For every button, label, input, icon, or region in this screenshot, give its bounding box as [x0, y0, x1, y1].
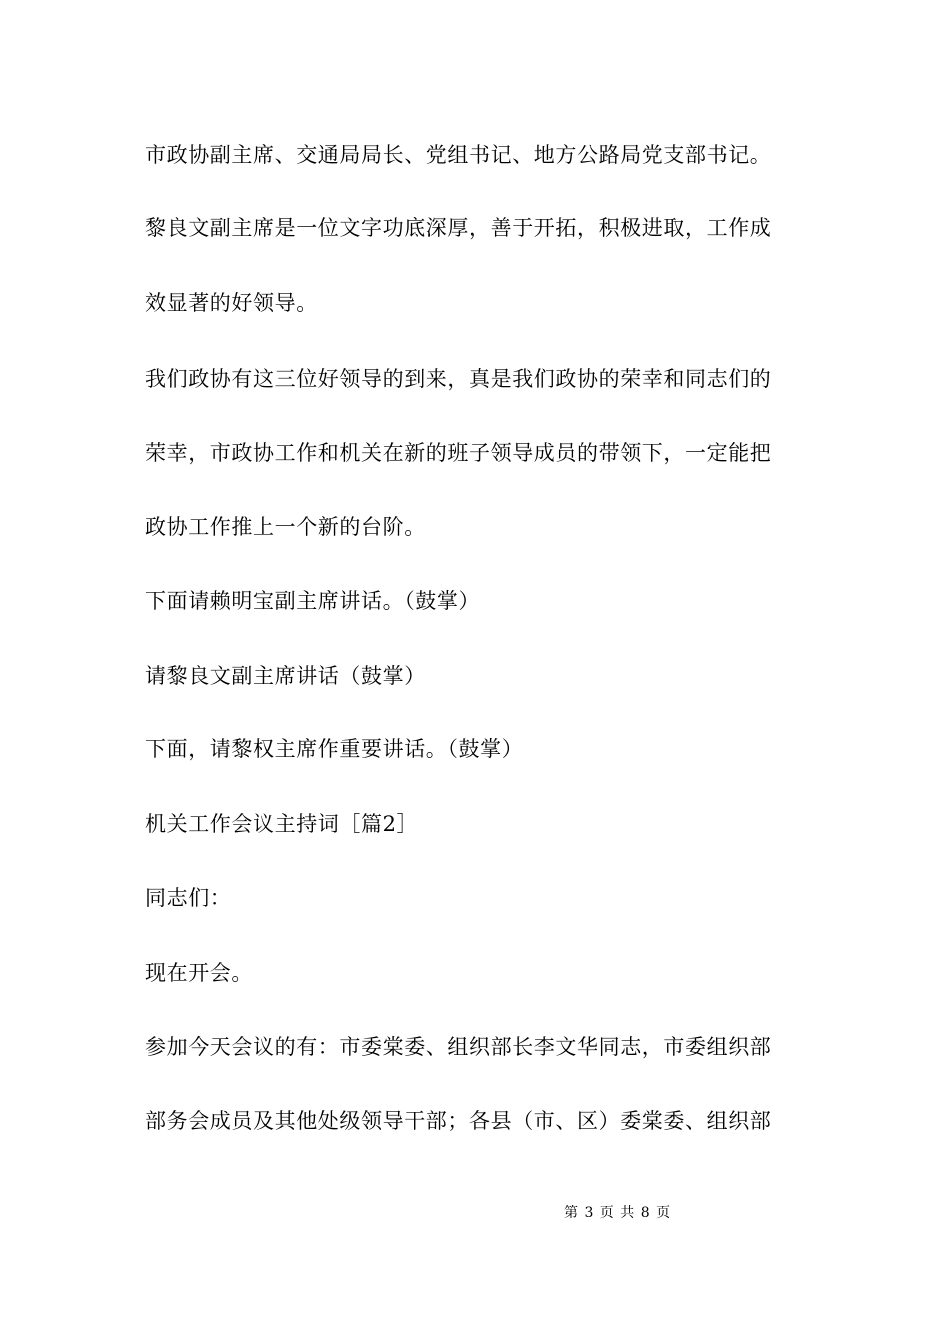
text-line: 市政协副主席、交通局局长、党组书记、地方公路局党支部书记。 [145, 143, 772, 167]
text-line: 下面请赖明宝副主席讲话。（鼓掌） [145, 589, 481, 613]
text-line: 参加今天会议的有：市委棠委、组织部长李文华同志，市委组织部 [145, 1035, 772, 1059]
text-line: 请黎良文副主席讲话（鼓掌） [145, 664, 426, 688]
page-number: 第 3 页 共 8 页 [564, 1205, 672, 1221]
text-line: 现在开会。 [145, 961, 253, 985]
text-line: 荣幸，市政协工作和机关在新的班子领导成员的带领下，一定能把 [145, 441, 772, 465]
text-line: 部务会成员及其他处级领导干部；各县（市、区）委棠委、组织部 [145, 1109, 772, 1133]
text-line: 效显著的好领导。 [145, 291, 318, 315]
text-line: 下面，请黎权主席作重要讲话。（鼓掌） [145, 737, 524, 761]
text-line: 政协工作推上一个新的台阶。 [145, 515, 426, 539]
text-line: 黎良文副主席是一位文字功底深厚，善于开拓，积极进取，工作成 [145, 216, 772, 240]
section-heading: 机关工作会议主持词［篇2］ [145, 812, 419, 836]
text-line: 我们政协有这三位好领导的到来，真是我们政协的荣幸和同志们的 [145, 367, 772, 391]
text-line: 同志们： [145, 886, 232, 910]
